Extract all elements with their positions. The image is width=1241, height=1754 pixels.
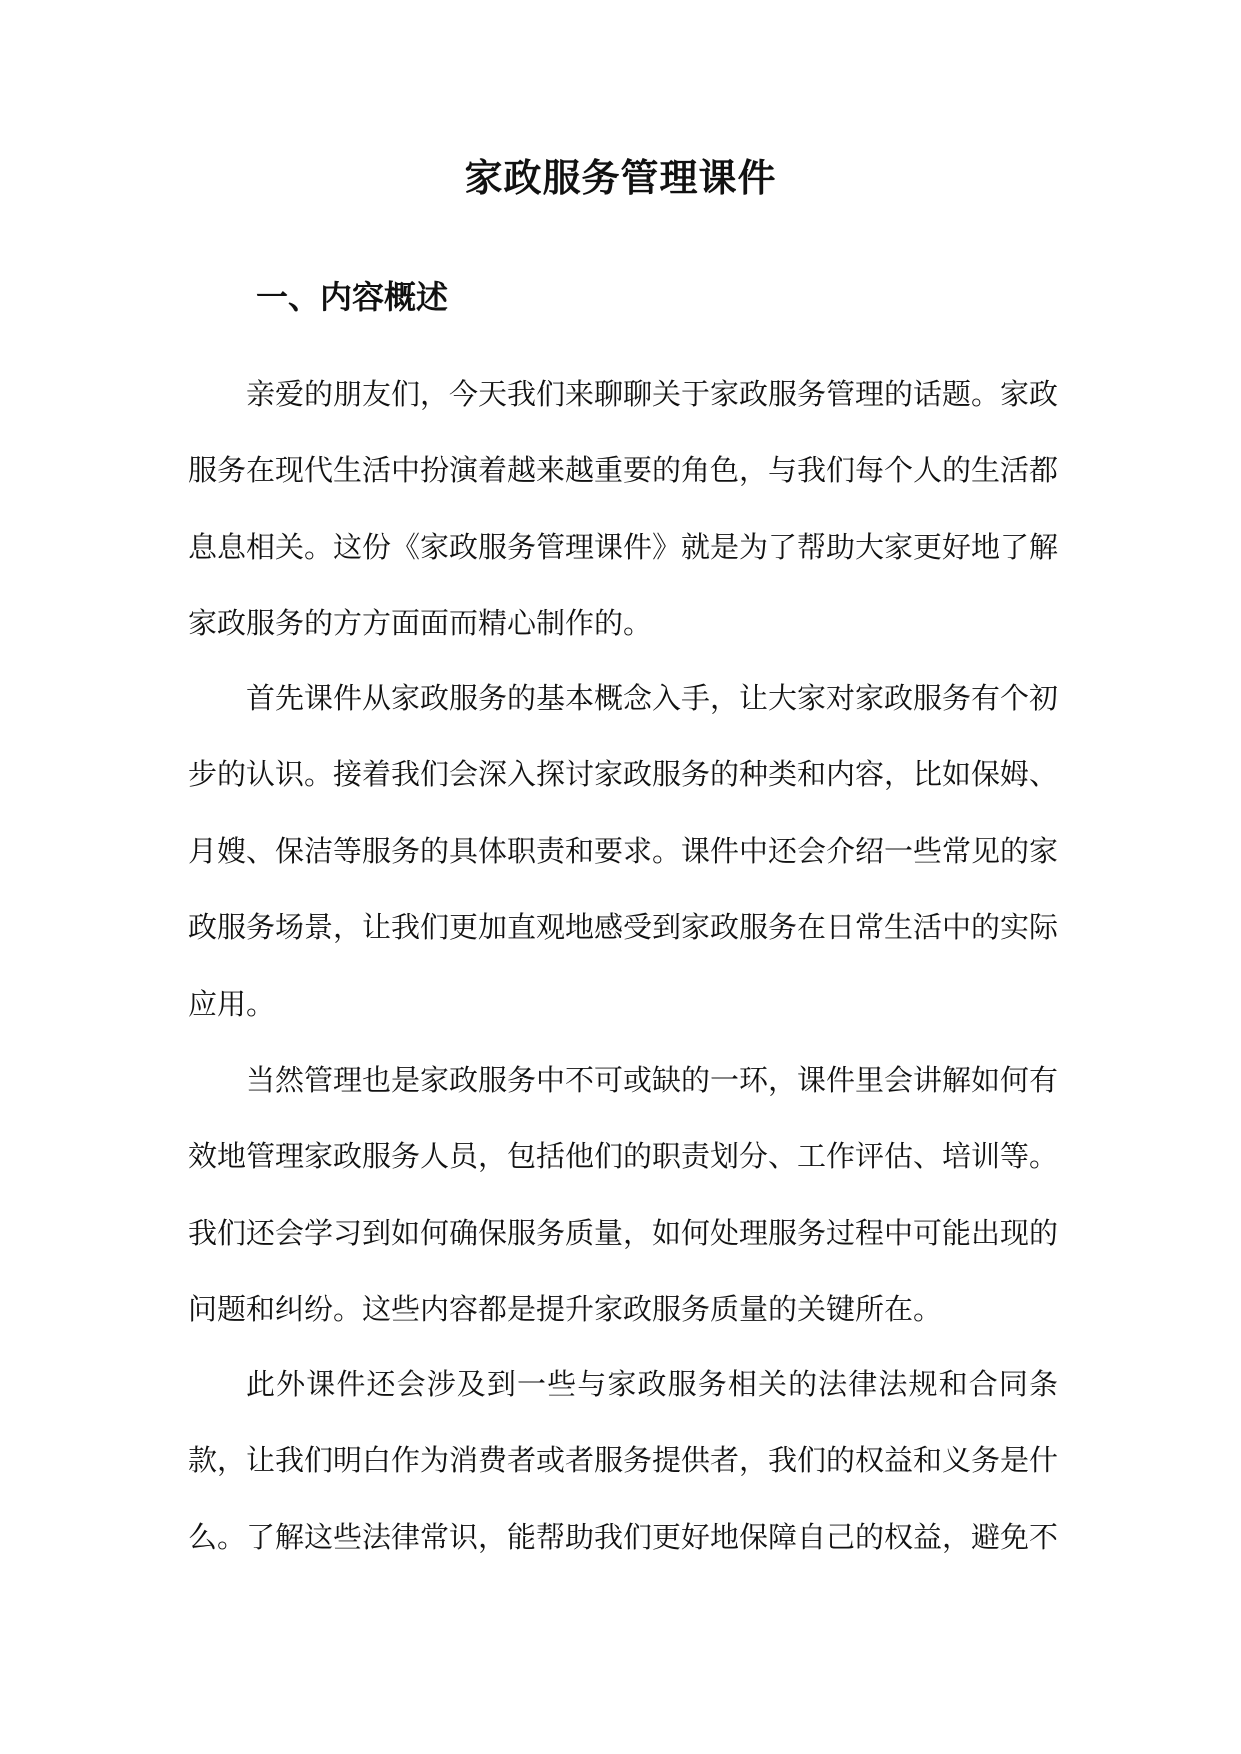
document-title: 家政服务管理课件	[464, 155, 777, 200]
paragraph-legal: 此外课件还会涉及到一些与家政服务相关的法律法规和合同条款，让我们明白作为消费者或者服务提供者，我们的权益和义务是什么。了解这些法律常识，能帮助我们更好地保障自己的权益，避免不	[188, 1367, 1059, 1554]
paragraph-intro: 亲爱的朋友们，今天我们来聊聊关于家政服务管理的话题。家政服务在现代生活中扮演着越来越重要的角色，与我们每个人的生活都息息相关。这份《家政服务管理课件》就是为了帮助大家更好地了解家政服务的方方面面而精心制作的。	[188, 377, 1059, 641]
paragraph-basics: 首先课件从家政服务的基本概念入手，让大家对家政服务有个初步的认识。接着我们会深入探讨家政服务的种类和内容，比如保姆、月嫂、保洁等服务的具体职责和要求。课件中还会介绍一些常见的家政服务场景，让我们更加直观地感受到家政服务在日常生活中的实际应用。	[188, 681, 1059, 1021]
paragraph-management: 当然管理也是家政服务中不可或缺的一环，课件里会讲解如何有效地管理家政服务人员，包括他们的职责划分、工作评估、培训等。我们还会学习到如何确保服务质量，如何处理服务过程中可能出现的问题和纠纷。这些内容都是提升家政服务质量的关键所在。	[188, 1063, 1059, 1327]
section-heading: 一、内容概述	[256, 278, 449, 316]
